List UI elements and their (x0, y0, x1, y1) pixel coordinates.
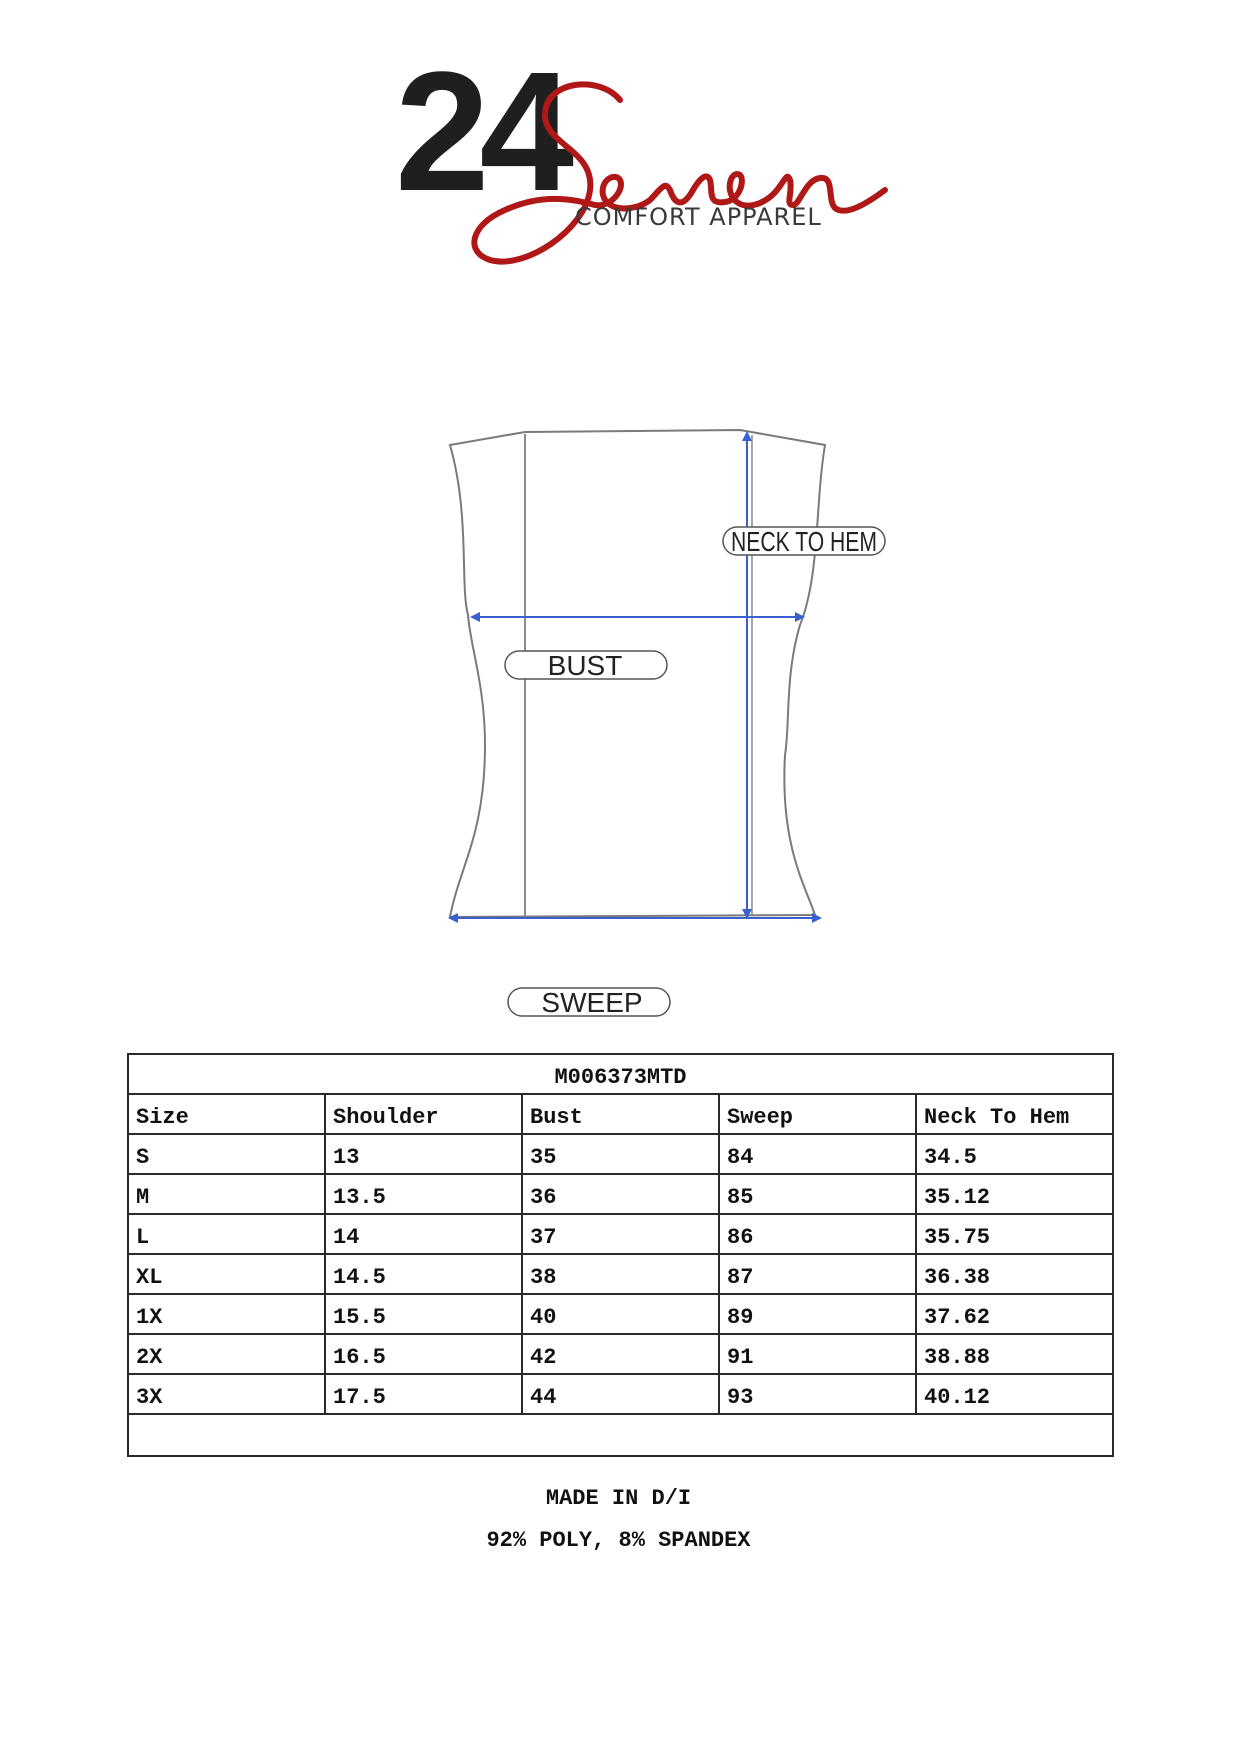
garment-diagram (440, 425, 890, 1025)
empty-cell (128, 1414, 1113, 1456)
header-bust: Bust (522, 1094, 719, 1134)
cell-size: 2X (128, 1334, 325, 1374)
cell-neck-to-hem: 35.75 (916, 1214, 1113, 1254)
cell-neck-to-hem: 37.62 (916, 1294, 1113, 1334)
cell-bust: 42 (522, 1334, 719, 1374)
cell-size: XL (128, 1254, 325, 1294)
table-row (128, 1254, 1113, 1294)
table-row (128, 1174, 1113, 1214)
cell-sweep: 87 (719, 1254, 916, 1294)
style-number: M006373MTD (128, 1054, 1113, 1094)
made-in-text: MADE IN D/I (545, 1486, 692, 1511)
cell-shoulder: 13 (325, 1134, 522, 1174)
cell-shoulder: 17.5 (325, 1374, 522, 1414)
cell-bust: 36 (522, 1174, 719, 1214)
style-number-row (128, 1054, 1113, 1094)
table-row (128, 1374, 1113, 1414)
cell-bust: 38 (522, 1254, 719, 1294)
cell-sweep: 89 (719, 1294, 916, 1334)
cell-sweep: 86 (719, 1214, 916, 1254)
cell-size: L (128, 1214, 325, 1254)
cell-sweep: 93 (719, 1374, 916, 1414)
cell-sweep: 91 (719, 1334, 916, 1374)
table-row (128, 1334, 1113, 1374)
header-sweep: Sweep (719, 1094, 916, 1134)
logo-number: 24 (395, 40, 565, 227)
cell-shoulder: 16.5 (325, 1334, 522, 1374)
header-shoulder: Shoulder (325, 1094, 522, 1134)
sweep-label: SWEEP (541, 987, 643, 1018)
cell-bust: 40 (522, 1294, 719, 1334)
cell-size: M (128, 1174, 325, 1214)
bust-label: BUST (547, 650, 623, 681)
cell-sweep: 85 (719, 1174, 916, 1214)
table-row (128, 1294, 1113, 1334)
size-chart-table (127, 1053, 1114, 1457)
cell-shoulder: 14.5 (325, 1254, 522, 1294)
header-row (128, 1094, 1113, 1134)
cell-sweep: 84 (719, 1134, 916, 1174)
cell-bust: 44 (522, 1374, 719, 1414)
fabric-content-text: 92% POLY, 8% SPANDEX (486, 1528, 751, 1553)
table-row (128, 1214, 1113, 1254)
header-neck-to-hem: Neck To Hem (916, 1094, 1113, 1134)
empty-row (128, 1414, 1113, 1456)
cell-neck-to-hem: 35.12 (916, 1174, 1113, 1214)
cell-size: S (128, 1134, 325, 1174)
cell-bust: 35 (522, 1134, 719, 1174)
cell-neck-to-hem: 36.38 (916, 1254, 1113, 1294)
cell-size: 3X (128, 1374, 325, 1414)
cell-neck-to-hem: 40.12 (916, 1374, 1113, 1414)
logo-tagline: COMFORT APPAREL (575, 203, 822, 231)
cell-bust: 37 (522, 1214, 719, 1254)
cell-shoulder: 13.5 (325, 1174, 522, 1214)
sweep-arrow-right (812, 913, 822, 923)
cell-neck-to-hem: 38.88 (916, 1334, 1113, 1374)
cell-size: 1X (128, 1294, 325, 1334)
brand-logo (395, 40, 965, 290)
cell-neck-to-hem: 34.5 (916, 1134, 1113, 1174)
bust-arrow-left (470, 612, 480, 622)
neck-to-hem-label: NECK TO HEM (731, 526, 877, 557)
cell-shoulder: 14 (325, 1214, 522, 1254)
cell-shoulder: 15.5 (325, 1294, 522, 1334)
table-row (128, 1134, 1113, 1174)
header-size: Size (128, 1094, 325, 1134)
